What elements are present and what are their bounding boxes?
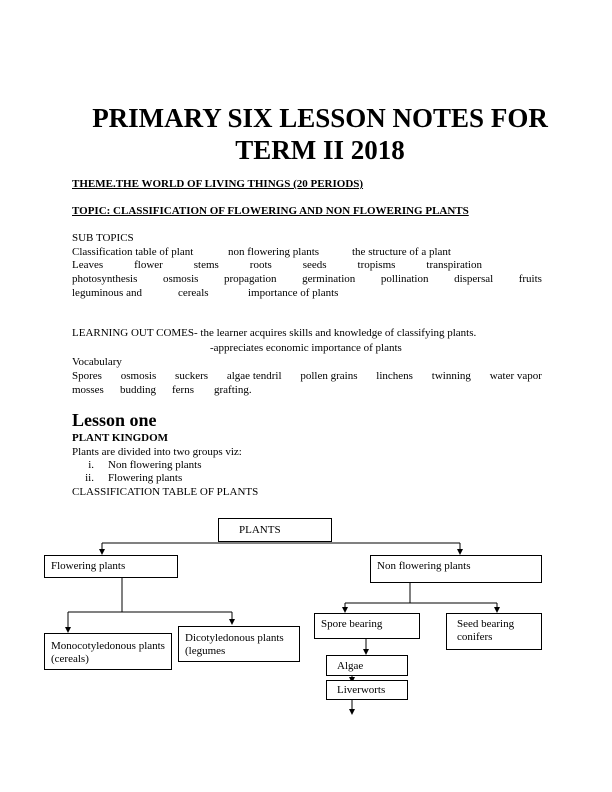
vocabulary-item: suckers: [175, 370, 209, 382]
subtopic-item: pollination: [380, 273, 429, 285]
vocabulary-heading: Vocabulary: [72, 356, 122, 368]
vocabulary-item: algae tendril: [226, 370, 282, 382]
vocabulary-item: ferns: [172, 384, 194, 396]
subtopic-item: osmosis: [162, 273, 199, 285]
dicotyledonous-box: Dicotyledonous plants (legumes: [178, 626, 300, 662]
subtopic-item: fruits: [518, 273, 542, 285]
liverworts-box: Liverworts: [326, 680, 408, 700]
subtopic-item: the structure of a plant: [352, 246, 451, 258]
subtopic-item: Leaves: [72, 259, 104, 271]
non-flowering-plants-box: Non flowering plants: [370, 555, 542, 583]
list-marker: ii.: [85, 472, 94, 484]
subtopic-item: non flowering plants: [228, 246, 320, 258]
subtopic-item: flower: [134, 259, 163, 271]
lesson-intro: Plants are divided into two groups viz:: [72, 446, 242, 458]
list-marker: i.: [88, 459, 94, 471]
monocotyledonous-box: Monocotyledonous plants (cereals): [44, 633, 172, 670]
seed-bearing-box: Seed bearing conifers: [446, 613, 542, 650]
flowering-plants-box: Flowering plants: [44, 555, 178, 578]
subtopic-item: germination: [302, 273, 356, 285]
subtopic-item: roots: [249, 259, 272, 271]
subtopic-item: seeds: [302, 259, 327, 271]
lesson-heading: Lesson one: [72, 410, 157, 430]
subtopic-item: tropisms: [357, 259, 396, 271]
spore-bearing-box: Spore bearing: [314, 613, 420, 639]
list-item: Flowering plants: [108, 472, 183, 484]
subtopic-item: propagation: [224, 273, 277, 285]
vocabulary-item: twinning: [431, 370, 471, 382]
vocabulary-item: grafting.: [214, 384, 252, 396]
document-title: PRIMARY SIX LESSON NOTES FOR TERM II 2018: [92, 103, 548, 165]
learning-outcomes-cont: -appreciates economic importance of plants: [210, 342, 402, 354]
vocabulary-item: water vapor: [489, 370, 542, 382]
subtopic-item: transpiration: [426, 259, 482, 271]
subtopic-item: importance of plants: [248, 287, 339, 299]
learning-outcomes: LEARNING OUT COMES- the learner acquires skills and knowledge of classifying plants.: [72, 327, 477, 339]
vocabulary-item: mosses: [72, 384, 104, 396]
subtopics-heading: SUB TOPICS: [72, 232, 134, 244]
vocabulary-item: budding: [120, 384, 157, 396]
subtopic-item: leguminous and: [72, 287, 142, 299]
vocabulary-item: Spores: [72, 370, 102, 382]
subtopic-item: Classification table of plant: [72, 246, 194, 258]
algae-box: Algae: [326, 655, 408, 676]
topic-line: TOPIC: CLASSIFICATION OF FLOWERING AND NON FLOWERING PLANTS: [72, 205, 469, 217]
plants-box: PLANTS: [218, 518, 332, 542]
lesson-subheading: PLANT KINGDOM: [72, 432, 169, 444]
subtopic-item: photosynthesis: [72, 273, 138, 285]
vocabulary-item: linchens: [376, 370, 413, 382]
vocabulary-item: osmosis: [120, 370, 157, 382]
subtopic-item: dispersal: [454, 273, 494, 285]
classification-table-heading: CLASSIFICATION TABLE OF PLANTS: [72, 486, 259, 498]
subtopic-item: stems: [193, 259, 219, 271]
subtopic-item: cereals: [178, 287, 209, 299]
vocabulary-item: pollen grains: [300, 370, 358, 382]
list-item: Non flowering plants: [108, 459, 202, 471]
theme-line: THEME.THE WORLD OF LIVING THINGS (20 PERIODS): [72, 178, 364, 190]
